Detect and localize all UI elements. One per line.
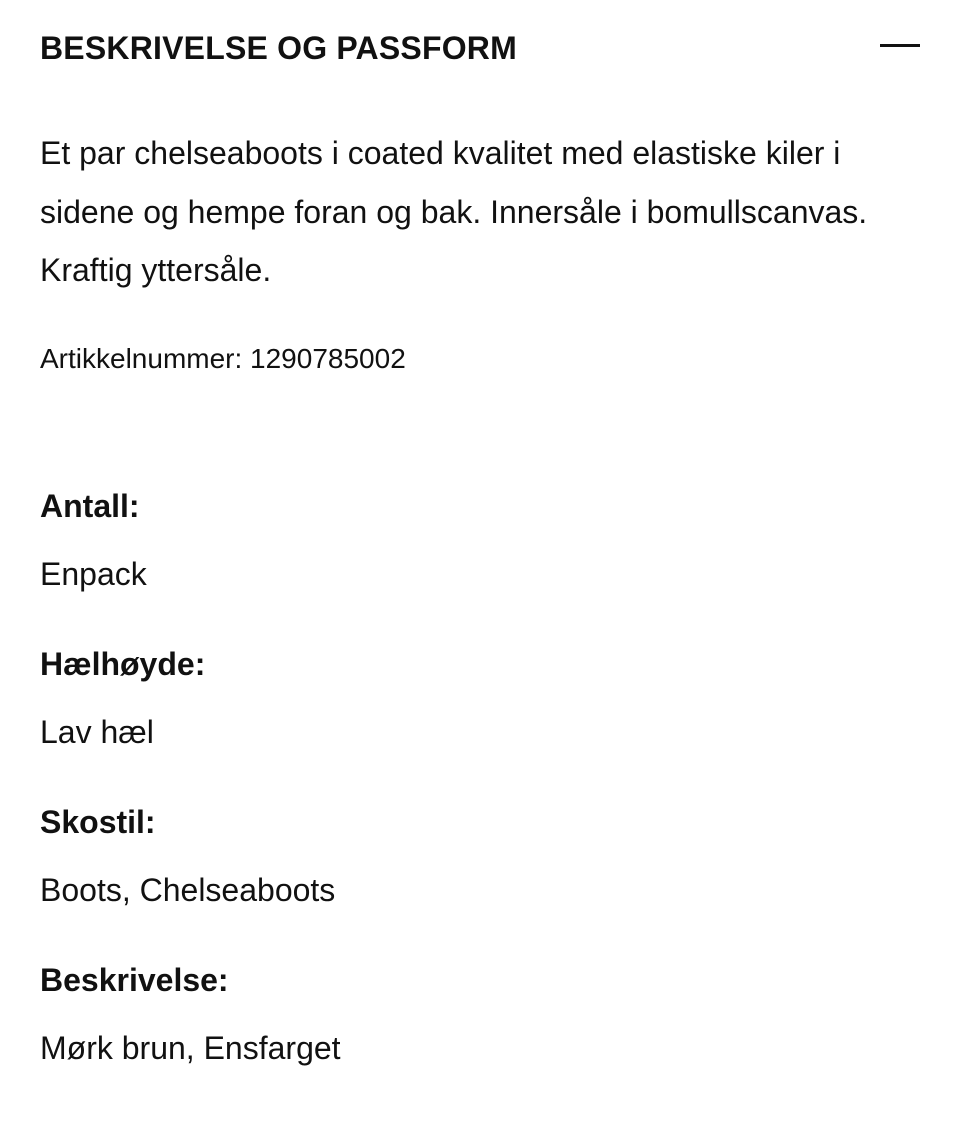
article-number: Artikkelnummer: 1290785002 bbox=[40, 343, 406, 374]
attribute-quantity bbox=[40, 486, 920, 594]
attribute-heel-height bbox=[40, 644, 920, 752]
attribute-value: Boots, Chelseaboots bbox=[40, 872, 336, 908]
attribute-label: Antall: bbox=[40, 488, 140, 524]
attribute-value: Enpack bbox=[40, 556, 147, 592]
attribute-shoe-style bbox=[40, 802, 920, 910]
attribute-value: Mørk brun, Ensfarget bbox=[40, 1030, 341, 1066]
attribute-value: Lav hæl bbox=[40, 714, 154, 750]
section-title: BESKRIVELSE OG PASSFORM bbox=[40, 30, 517, 66]
attribute-label: Beskrivelse: bbox=[40, 962, 229, 998]
product-description: Et par chelseaboots i coated kvalitet med elastiske kiler i sidene og hempe foran og bak. Innersåle i bomullscanvas. Kraftig yttersåle. bbox=[40, 135, 868, 288]
accordion-header[interactable] bbox=[40, 24, 920, 72]
minus-icon-bar bbox=[880, 44, 920, 47]
attribute-description bbox=[40, 960, 920, 1068]
attribute-label: Skostil: bbox=[40, 804, 156, 840]
minus-icon[interactable] bbox=[880, 24, 920, 72]
attribute-label: Hælhøyde: bbox=[40, 646, 206, 682]
